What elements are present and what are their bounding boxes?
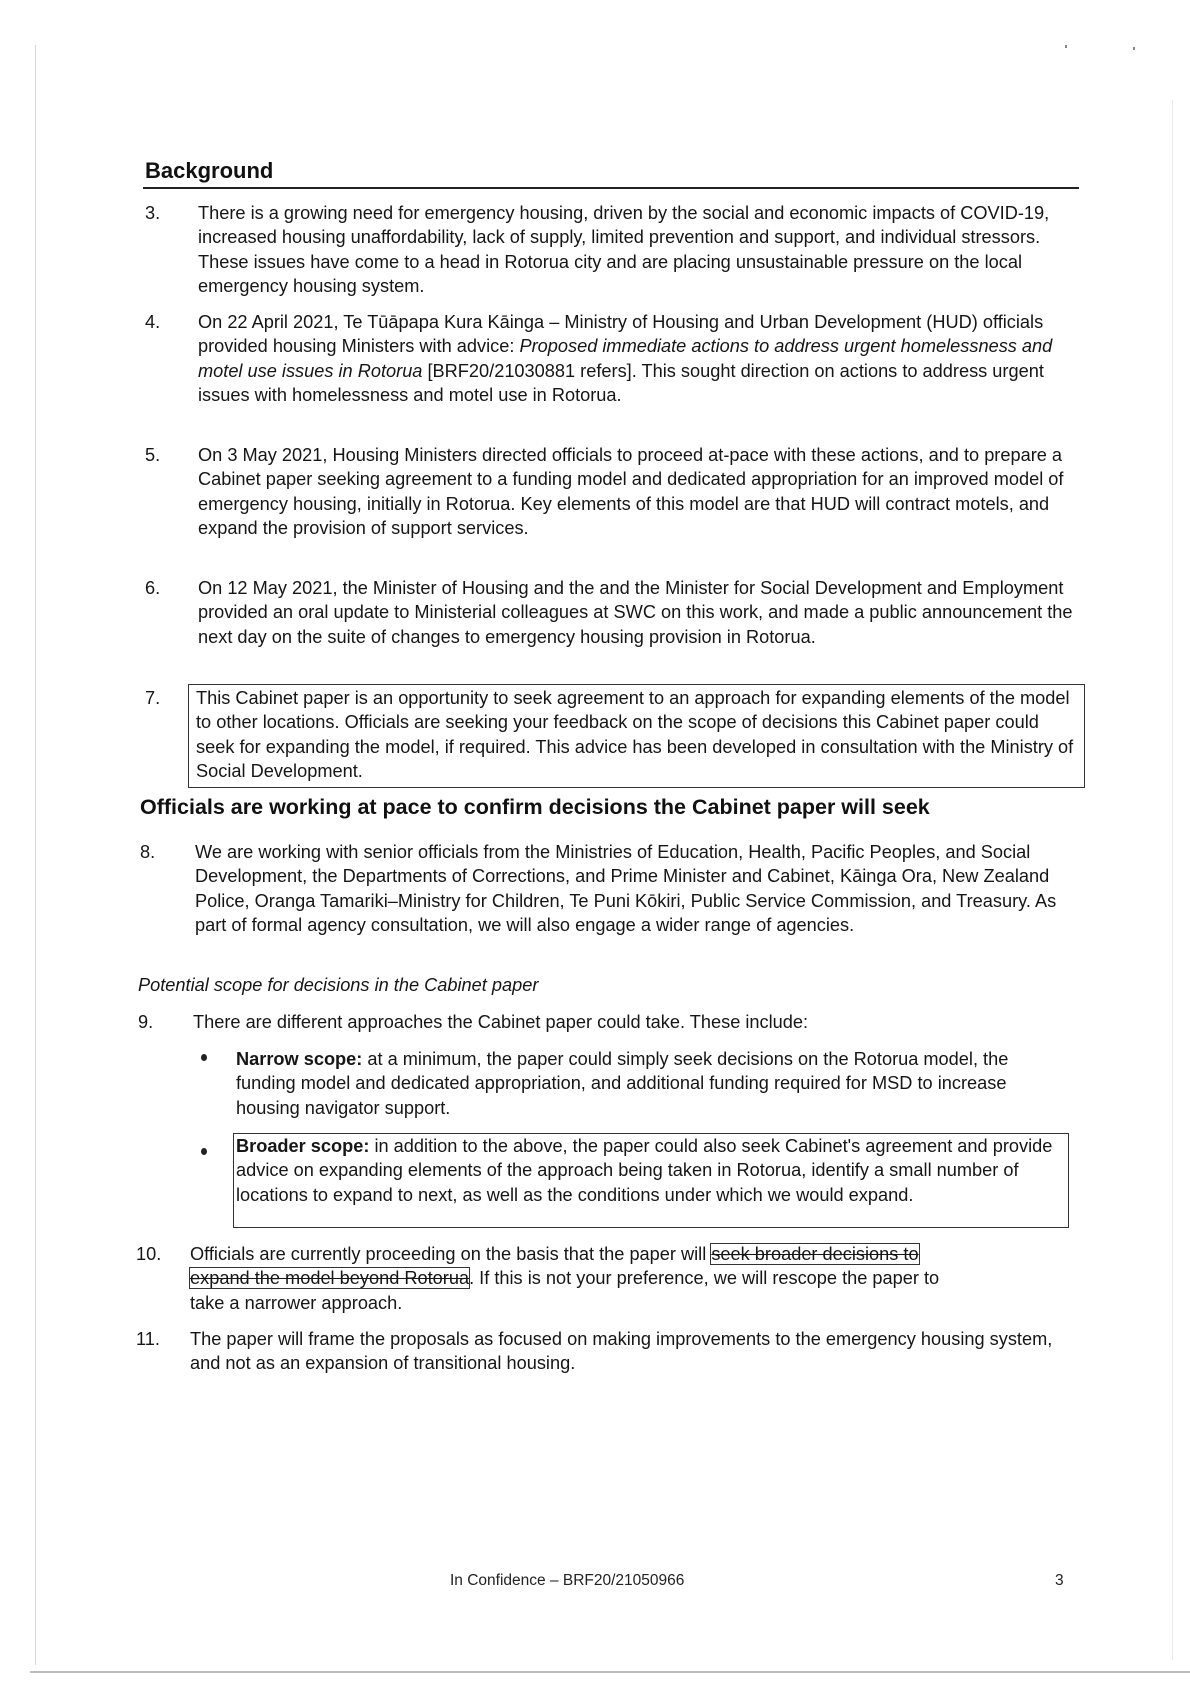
paragraph-6: On 12 May 2021, the Minister of Housing and the and the Minister for Social Development and Employment provided an oral update to Ministerial colleagues at SWC on this work, and made a public announcement the next day on the suite of changes to emergency housing provision in Rotorua.: [198, 578, 1073, 647]
paragraph-number: 7.: [145, 688, 161, 708]
paragraph-3: There is a growing need for emergency housing, driven by the social and economic impacts of COVID-19, increased housing unaffordability, lack of supply, limited prevention and support, and individual stressors. These issues have come to a head in Rotorua city and are placing unsustainable pressure on the local emergency housing system.: [198, 203, 1050, 296]
paragraph-number: 4.: [145, 312, 161, 332]
paragraph-number: 9.: [138, 1012, 154, 1032]
paragraph-7: This Cabinet paper is an opportunity to seek agreement to an approach for expanding elements of the model to other locations. Officials are seeking your feedback on the scope of decisions this Cabinet paper could seek for expanding the model, if required. This advice has been developed in consultation with the Ministry of Social Development.: [196, 688, 1074, 781]
paragraph-5: On 3 May 2021, Housing Ministers directed officials to proceed at-pace with these actions, and to prepare a Cabinet paper seeking agreement to a funding model and dedicated appropriation for an improved model of emergency housing, initially in Rotorua. Key elements of this model are that HUD will contract motels, and expand the provision of support services.: [198, 445, 1064, 538]
paragraph-number: 11.: [136, 1329, 160, 1349]
page-number: 3: [1055, 1572, 1064, 1589]
paragraph-number: 10.: [136, 1244, 162, 1264]
referenced-paper-title: Proposed immediate actions to address urgent homelessness and motel use issues in Rotorua: [198, 336, 1053, 381]
heading-rule: [143, 187, 1079, 189]
paragraph-number: 5.: [145, 445, 161, 465]
paragraph-4: On 22 April 2021, Te Tūāpapa Kura Kāinga – Ministry of Housing and Urban Development (HUD) officials provided housing Ministers with advice: Proposed immediate actions to address urgent homelessness and motel use issues in Rotorua [BRF20/21030881 refers]. This sought direction on actions to address urgent issues with homelessness and motel use in Rotorua.: [198, 312, 1053, 405]
subheading-potential-scope: Potential scope for decisions in the Cabinet paper: [138, 975, 539, 995]
paragraph-number: 3.: [145, 203, 161, 223]
scan-edge-right: [1172, 100, 1173, 1660]
paragraph-number: 8.: [140, 842, 156, 862]
section-heading-background: Background: [145, 158, 274, 183]
scan-edge-left: [35, 45, 36, 1665]
scan-speck: [1065, 45, 1067, 48]
scan-speck: [1133, 47, 1135, 50]
paragraph-10: Officials are currently proceeding on the basis that the paper will seek broader decisions to expand the model beyond Rotorua. If this is not your preference, we will rescope the paper to take a narrower approach.: [190, 1244, 940, 1313]
struck-phrase: expand the model beyond Rotorua: [190, 1268, 470, 1289]
bullet-icon: [201, 1054, 207, 1061]
footer-classification: In Confidence – BRF20/21050966: [450, 1572, 685, 1589]
bullet-broader-scope: Broader scope: in addition to the above, the paper could also seek Cabinet's agreement and provide advice on expanding elements of the approach being taken in Rotorua, identify a small number of locations to expand to next, as well as the conditions under which we would expand.: [236, 1136, 1053, 1205]
paragraph-9: There are different approaches the Cabinet paper could take. These include:: [193, 1012, 809, 1032]
paragraph-8: We are working with senior officials from the Ministries of Education, Health, Pacific Peoples, and Social Development, the Departments of Corrections, and Prime Minister and Cabinet, Kāinga Ora, New Zealand Police, Oranga Tamariki–Ministry for Children, Te Puni Kōkiri, Public Service Commission, and Treasury. As part of formal agency consultation, we will also engage a wider range of agencies.: [195, 842, 1057, 935]
section-heading-officials: Officials are working at pace to confirm decisions the Cabinet paper will seek: [140, 795, 930, 819]
struck-phrase: seek broader decisions to: [711, 1244, 919, 1264]
bullet-narrow-scope: Narrow scope: at a minimum, the paper could simply seek decisions on the Rotorua model, the funding model and dedicated appropriation, and additional funding required for MSD to increase housing navigator support.: [236, 1049, 1009, 1118]
paragraph-number: 6.: [145, 578, 161, 598]
scan-bottom-edge: [30, 1671, 1190, 1673]
paragraph-11: The paper will frame the proposals as focused on making improvements to the emergency housing system, and not as an expansion of transitional housing.: [190, 1329, 1053, 1374]
bullet-icon: [201, 1148, 207, 1155]
